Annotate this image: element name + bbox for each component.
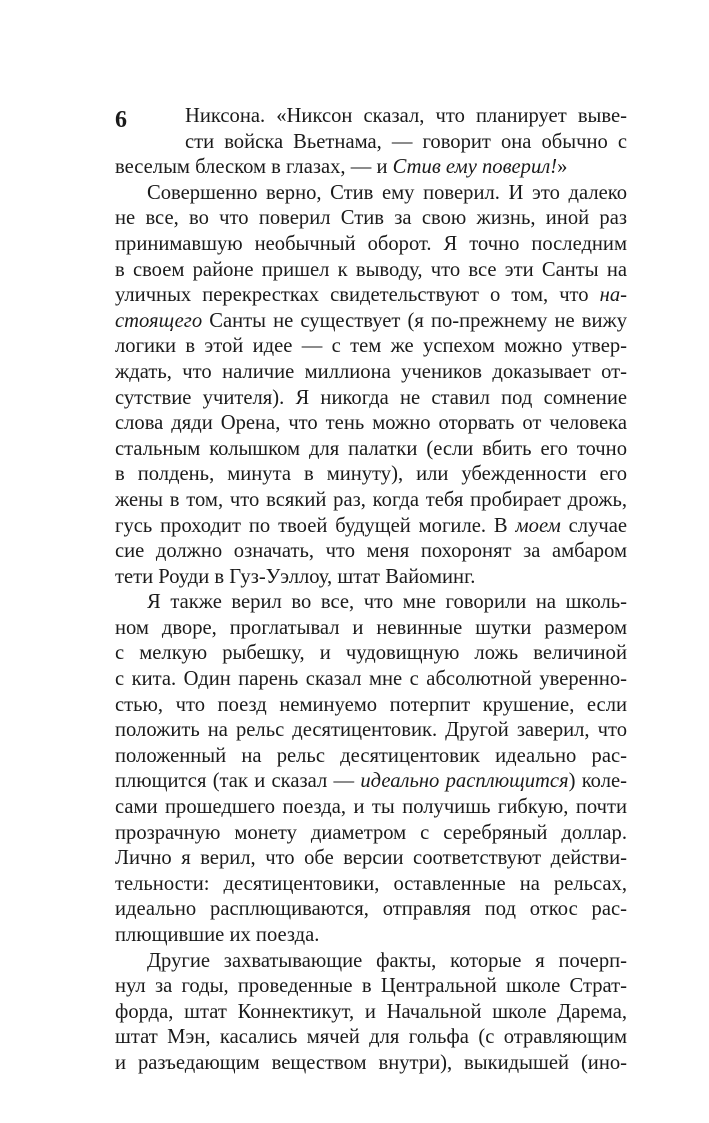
- text-line: [115, 718, 627, 744]
- text-line: [115, 821, 627, 847]
- text-line: [115, 309, 627, 335]
- text-segment: сутствие учителя). Я никогда не ставил под сомнение: [115, 386, 627, 409]
- text-line: [115, 334, 627, 360]
- text-line: [115, 1000, 627, 1026]
- text-line: [115, 974, 627, 1000]
- text-segment: Санты не существует (я по-прежнему не вижу: [202, 309, 627, 332]
- text-segment: положенный на рельс десятицентовик идеально рас-: [115, 744, 627, 767]
- text-line: [115, 181, 627, 207]
- italic-text: Стив ему поверил!: [392, 156, 558, 179]
- text-segment: случае: [560, 514, 627, 537]
- text-line: [115, 386, 627, 412]
- text-segment: форда, штат Коннектикут, и Начальной школе Дарема,: [115, 1000, 627, 1023]
- text-line: [115, 769, 627, 795]
- text-line: [115, 590, 627, 616]
- text-segment: Совершенно верно, Стив ему поверил. И это далеко: [147, 181, 627, 204]
- text-segment: и разъедающим веществом внутри), выкидышей (ино-: [115, 1051, 627, 1074]
- text-segment: принимавшую необычный оборот. Я точно последним: [115, 232, 627, 255]
- text-segment: сами прошедшего поезда, и ты получишь гибкую, почти: [115, 796, 627, 819]
- text-segment: тельности: десятицентовики, оставленные на рельсах,: [115, 872, 627, 895]
- text-line: [115, 1025, 627, 1051]
- text-line: [115, 360, 627, 386]
- text-segment: жены в том, что всякий раз, когда тебя пробирает дрожь,: [115, 488, 627, 511]
- text-line: [115, 872, 627, 898]
- italic-text: на-: [599, 284, 627, 307]
- text-line: [115, 744, 627, 770]
- text-segment: тети Роуди в Гуз-Уэллоу, штат Вайоминг.: [115, 565, 476, 588]
- text-segment: в своем районе пришел к выводу, что все эти Санты на: [115, 258, 627, 281]
- text-segment: сие должно означать, что меня похоронят за амбаром: [115, 540, 627, 563]
- text-segment: ном дворе, проглатывал и невинные шутки размером: [115, 616, 627, 639]
- text-line: [115, 437, 627, 463]
- text-segment: не все, во что поверил Стив за свою жизнь, иной раз: [115, 207, 627, 230]
- text-line: [115, 232, 627, 258]
- text-line: [115, 488, 627, 514]
- text-segment: Лично я верил, что обе версии соответствуют действи-: [115, 847, 627, 870]
- text-segment: нул за годы, проведенные в Центральной школе Страт-: [115, 975, 627, 998]
- text-line: [115, 514, 627, 540]
- text-line: [115, 667, 627, 693]
- text-line: [115, 949, 627, 975]
- text-line: [115, 693, 627, 719]
- text-line: [115, 641, 627, 667]
- text-segment: гусь проходит по твоей будущей могиле. В: [115, 514, 516, 537]
- text-segment: в полдень, минута в минуту), или убежденности его: [115, 463, 627, 486]
- text-segment: Я также верил во все, что мне говорили на школь-: [147, 591, 627, 614]
- text-segment: прозрачную монету диаметром с серебряный доллар.: [115, 821, 627, 844]
- italic-text: идеально расплющится: [360, 770, 569, 793]
- text-segment: »: [557, 156, 568, 179]
- text-line: [115, 130, 627, 156]
- text-line: [115, 104, 627, 130]
- text-line: [115, 897, 627, 923]
- text-segment: ждать, что наличие миллиона учеников доказывает от-: [115, 360, 627, 383]
- text-segment: уличных перекрестках свидетельствуют о том, что: [115, 284, 600, 307]
- text-segment: Никсона. «Никсон сказал, что планирует выве-: [185, 105, 627, 127]
- text-segment: штат Мэн, касались мячей для гольфа (с отравляющим: [115, 1026, 627, 1049]
- text-line: [115, 411, 627, 437]
- text-line: [115, 539, 627, 565]
- text-line: [115, 155, 627, 181]
- text-segment: плющится (так и сказал —: [115, 770, 361, 793]
- text-segment: с кита. Один парень сказал мне с абсолютной уверенно-: [115, 668, 627, 691]
- text-segment: с мелкую рыбешку, и чудовищную ложь величиной: [115, 642, 627, 665]
- text-line: [115, 616, 627, 642]
- text-segment: логики в этой идее — с тем же успехом можно утвер-: [115, 335, 627, 358]
- text-segment: слова дяди Орена, что тень можно оторвать от человека: [115, 412, 627, 435]
- text-line: [115, 462, 627, 488]
- text-line: [115, 258, 627, 284]
- text-line: [115, 923, 627, 949]
- text-line: [115, 565, 627, 591]
- page-number: 6: [115, 107, 127, 133]
- text-line: [115, 795, 627, 821]
- italic-text: стоящего: [115, 309, 203, 332]
- text-line: [115, 206, 627, 232]
- italic-text: моем: [515, 514, 561, 537]
- text-line: [115, 1051, 627, 1077]
- text-segment: Другие захватывающие факты, которые я почерп-: [147, 949, 627, 972]
- text-segment: сти войска Вьетнама, — говорит она обычно с: [185, 130, 627, 153]
- text-line: [115, 283, 627, 309]
- text-segment: идеально расплющиваются, отправляя под откос рас-: [115, 898, 627, 921]
- text-segment: стью, что поезд неминуемо потерпит крушение, если: [115, 693, 627, 716]
- text-line: [115, 846, 627, 872]
- text-segment: веселым блеском в глазах, — и: [115, 156, 393, 179]
- text-segment: плющившие их поезда.: [115, 924, 320, 946]
- text-segment: положить на рельс десятицентовик. Другой заверил, что: [115, 719, 627, 742]
- page-text: [115, 104, 627, 1077]
- text-segment: стальным колышком для палатки (если вбить его точно: [115, 437, 627, 460]
- text-segment: ) коле-: [568, 770, 627, 793]
